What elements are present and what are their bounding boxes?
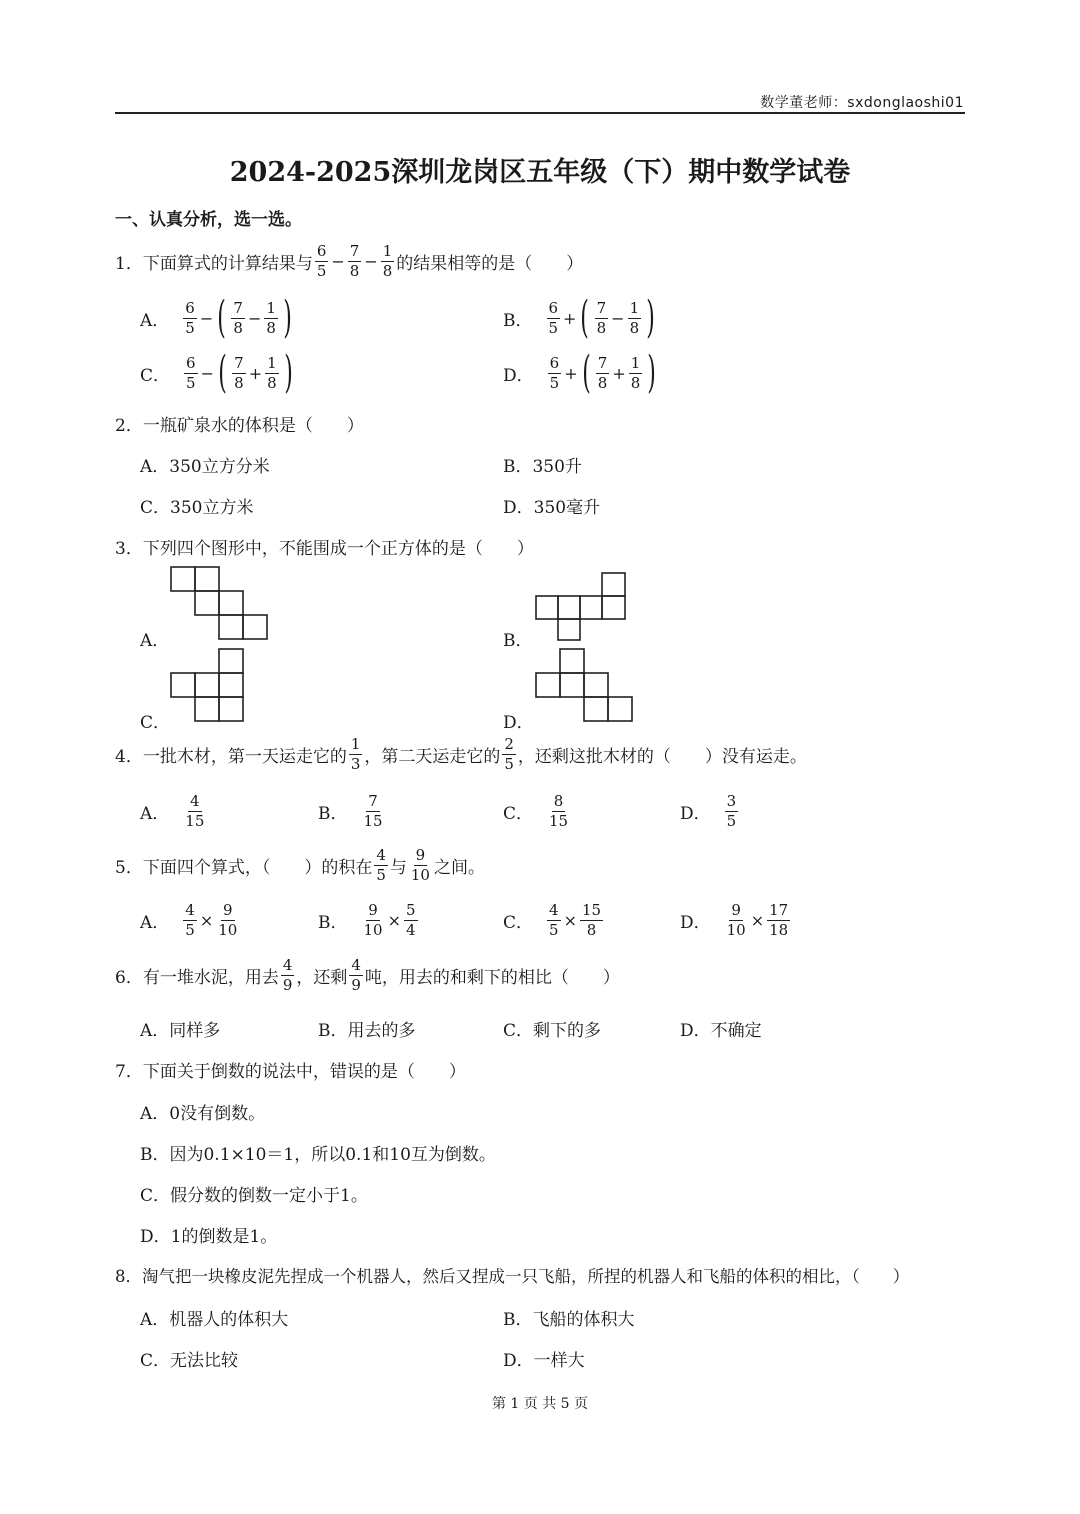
q4-option-a[interactable]: A． $\frac{4}{15}$ <box>140 792 205 830</box>
q1-stem-lead: 1．下面算式的计算结果与 <box>115 254 313 274</box>
q7-option-a[interactable]: A．0没有倒数。 <box>140 1104 266 1124</box>
question-6: 6．有一堆水泥，用去 $\frac{4}{9}$ ，还剩 $\frac{4}{9}$ 吨，用去的和剩下的相比（ ） <box>115 956 620 994</box>
fraction: $\frac{4}{5}$ <box>376 846 386 884</box>
q5-option-a[interactable]: A． $\frac{4}{5}$ × $\frac{9}{10}$ <box>140 901 238 939</box>
q4-option-b[interactable]: B． $\frac{7}{15}$ <box>318 792 383 830</box>
question-4: 4．一批木材，第一天运走它的 $\frac{1}{3}$ ，第二天运走它的 $\frac{2}{5}$ ，还剩这批木材的（ ）没有运走。 <box>115 735 807 773</box>
fraction: $\frac{1}{8}$ <box>382 242 393 280</box>
fraction: $\frac{2}{5}$ <box>504 735 514 773</box>
question-8: 8．淘气把一块橡皮泥先捏成一个机器人，然后又捏成一只飞船，所捏的机器人和飞船的体积的相比，（ ） <box>115 1267 910 1286</box>
fraction: $\frac{6}{5}$ <box>316 242 327 280</box>
q3-option-d[interactable]: D． <box>503 713 534 733</box>
q8-option-b[interactable]: B．飞船的体积大 <box>503 1310 635 1330</box>
question-7: 7．下面关于倒数的说法中，错误的是（ ） <box>115 1062 466 1082</box>
header-divider <box>115 112 965 114</box>
fraction: $\frac{1}{3}$ <box>350 735 361 773</box>
q8-option-a[interactable]: A．机器人的体积大 <box>140 1310 289 1330</box>
cube-net-d <box>535 648 635 724</box>
question-5: 5．下面四个算式，（ ）的积在 $\frac{4}{5}$ 与 $\frac{9}{10}$ 之间。 <box>115 846 485 884</box>
section-heading: 一、认真分析，选一选。 <box>115 210 302 230</box>
q7-option-d[interactable]: D．1的倒数是1。 <box>140 1227 278 1247</box>
header-watermark: 数学董老师：sxdonglaoshi01 <box>760 95 964 111</box>
q1-stem-tail: 的结果相等的是（ ） <box>396 254 584 274</box>
fraction: $\frac{4}{9}$ <box>282 956 293 994</box>
cube-net-b <box>535 572 629 642</box>
q1-option-d[interactable]: D． $\frac{6}{5}$ + ( $\frac{7}{8}$ + $\frac{1}{8}$ ) <box>503 347 657 398</box>
cube-net-c <box>170 648 248 724</box>
q2-option-a[interactable]: A．350立方分米 <box>140 457 270 477</box>
q2-option-b[interactable]: B．350升 <box>503 457 582 477</box>
cube-net-a <box>170 566 272 642</box>
q3-option-b[interactable]: B． <box>503 631 533 651</box>
q3-option-c[interactable]: C． <box>140 713 171 733</box>
q2-option-d[interactable]: D．350毫升 <box>503 498 601 518</box>
q1-option-b[interactable]: B． $\frac{6}{5}$ + ( $\frac{7}{8}$ − $\frac{1}{8}$ ) <box>503 292 656 343</box>
q4-option-d[interactable]: D． $\frac{3}{5}$ <box>680 792 737 830</box>
q8-option-d[interactable]: D．一样大 <box>503 1351 585 1371</box>
q6-option-b[interactable]: B．用去的多 <box>318 1021 416 1041</box>
fraction: $\frac{9}{10}$ <box>410 846 430 884</box>
q8-option-c[interactable]: C．无法比较 <box>140 1351 239 1371</box>
q2-option-c[interactable]: C．350立方米 <box>140 498 254 518</box>
question-3: 3．下列四个图形中，不能围成一个正方体的是（ ） <box>115 539 534 559</box>
q4-option-c[interactable]: C． $\frac{8}{15}$ <box>503 792 569 830</box>
q6-option-a[interactable]: A．同样多 <box>140 1021 221 1041</box>
q1-option-c[interactable]: C． $\frac{6}{5}$ − ( $\frac{7}{8}$ + $\frac{1}{8}$ ) <box>140 347 293 398</box>
q5-option-d[interactable]: D． $\frac{9}{10}$ × $\frac{17}{18}$ <box>680 901 789 939</box>
q6-option-d[interactable]: D．不确定 <box>680 1021 762 1041</box>
page-title: 2024-2025深圳龙岗区五年级（下）期中数学试卷 <box>229 157 851 188</box>
fraction: $\frac{4}{9}$ <box>351 956 361 994</box>
page-number: 第 1 页 共 5 页 <box>491 1396 589 1412</box>
q5-option-c[interactable]: C． $\frac{4}{5}$ × $\frac{15}{8}$ <box>503 901 602 939</box>
q7-option-b[interactable]: B．因为0.1×10＝1，所以0.1和10互为倒数。 <box>140 1145 496 1165</box>
q1-option-a[interactable]: A． $\frac{6}{5}$ − ( $\frac{7}{8}$ − $\frac{1}{8}$ ) <box>140 292 292 343</box>
fraction: $\frac{7}{8}$ <box>349 242 360 280</box>
question-2: 2．一瓶矿泉水的体积是（ ） <box>115 416 364 436</box>
q6-option-c[interactable]: C．剩下的多 <box>503 1021 602 1041</box>
q7-option-c[interactable]: C．假分数的倒数一定小于1。 <box>140 1186 368 1206</box>
question-1: 1．下面算式的计算结果与 $\frac{6}{5}$ − $\frac{7}{8}$ − $\frac{1}{8}$ 的结果相等的是（ ） <box>115 242 584 280</box>
q5-option-b[interactable]: B． $\frac{9}{10}$ × $\frac{5}{4}$ <box>318 901 416 939</box>
q3-option-a[interactable]: A． <box>140 631 170 651</box>
